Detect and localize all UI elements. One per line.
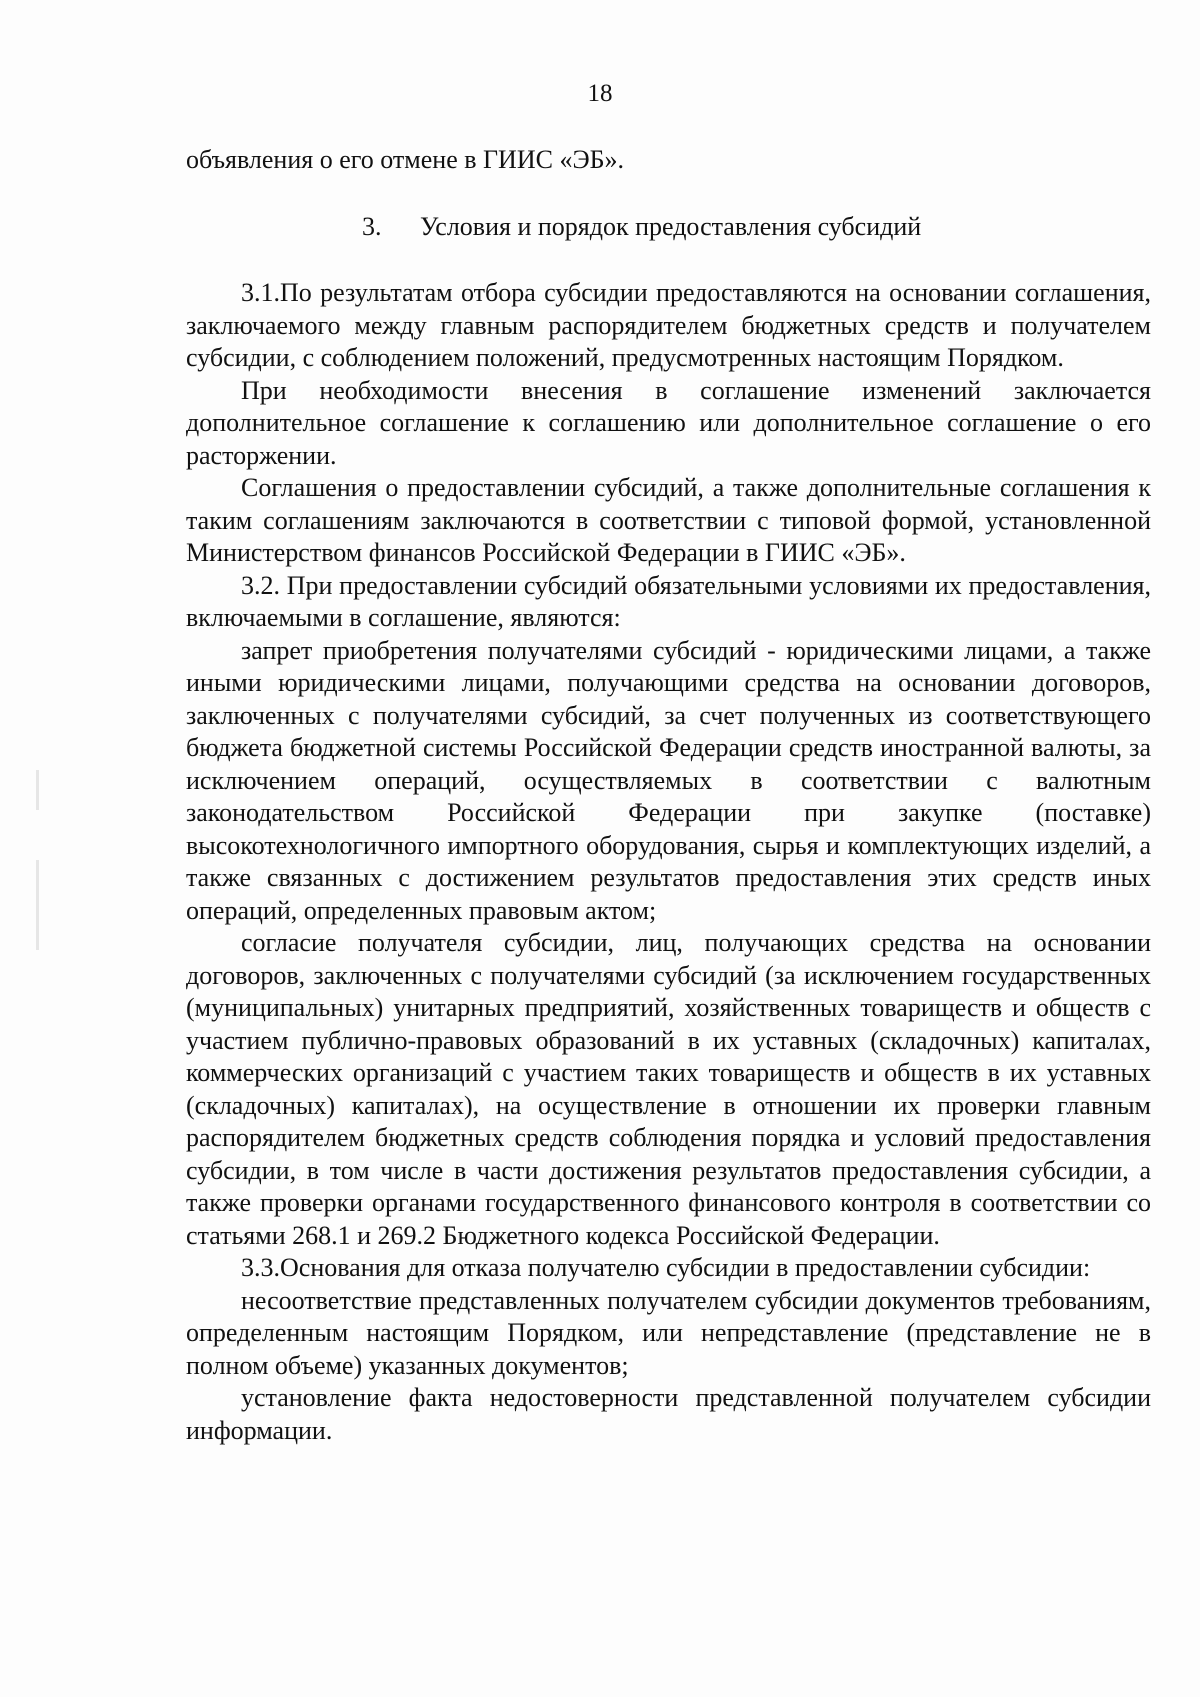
paragraph-3-3: 3.3.Основания для отказа получателю субсидии в предоставлении субсидии: xyxy=(241,1253,1091,1282)
section-heading xyxy=(186,211,1151,244)
paragraph-currency-ban: запрет приобретения получателями субсидий - юридическими лицами, а также иными юридическими лицами, получающими средства на основании договоров, заключенных с получателями субсидий, за счет полученных из соответствующего бюджета бюджетной системы Российской Федерации средств иностранной валюты, за исключением операций, осуществляемых в соответствии с валютным законодательством Российской Федерации при закупке (поставке) высокотехнологичного импортного оборудования, сырья и комплектующих изделий, а также связанных с достижением результатов предоставления этих средств иных операций, определенных правовым актом; xyxy=(186,635,1151,925)
scan-margin-mark xyxy=(36,860,39,950)
paragraph-agreement-form: Соглашения о предоставлении субсидий, а также дополнительные соглашения к таким соглашениям заключаются в соответствии с типовой формой, установленной Министерством финансов Российской Федерации в ГИИС «ЭБ». xyxy=(186,473,1151,567)
paragraph-refusal-documents: несоответствие представленных получателем субсидии документов требованиям, определенным настоящим Порядком, или непредставление (представление не в полном объеме) указанных документов; xyxy=(186,1285,1151,1380)
scan-margin-mark xyxy=(36,770,39,810)
document-body xyxy=(186,144,1151,1447)
page-number: 18 xyxy=(587,80,613,107)
paragraph-3-2: 3.2. При предоставлении субсидий обязательными условиями их предоставления, включаемыми в соглашение, являются: xyxy=(186,570,1151,632)
paragraph-refusal-information: установление факта недостоверности представленной получателем субсидии информации. xyxy=(186,1383,1151,1445)
paragraph-amendments: При необходимости внесения в соглашение изменений заключается дополнительное соглашение к соглашению или дополнительное соглашение о его расторжении. xyxy=(186,375,1151,470)
section-title: Условия и порядок предоставления субсидий xyxy=(420,211,922,241)
section-number: 3. xyxy=(362,211,382,241)
paragraph-consent: согласие получателя субсидии, лиц, получающих средства на основании договоров, заключенных с получателями субсидий (за исключением государственных (муниципальных) унитарных предприятий, хозяйственных товариществ и обществ с участием публично-правовых образований в их уставных (складочных) капиталах, коммерческих организаций с участием таких товариществ и обществ в их уставных (складочных) капиталах), на осуществление в отношении их проверки главным распорядителем бюджетных средств соблюдения порядка и условий предоставления субсидии, в том числе в части достижения результатов предоставления субсидии, а также проверки органами государственного финансового контроля в соответствии со статьями 268.1 и 269.2 Бюджетного кодекса Российской Федерации. xyxy=(186,928,1151,1250)
paragraph-3-1: 3.1.По результатам отбора субсидии предоставляются на основании соглашения, заключаемого между главным распорядителем бюджетных средств и получателем субсидии, с соблюдением положений, предусмотренных настоящим Порядком. xyxy=(186,278,1151,372)
lead-paragraph: объявления о его отмене в ГИИС «ЭБ». xyxy=(186,145,625,174)
